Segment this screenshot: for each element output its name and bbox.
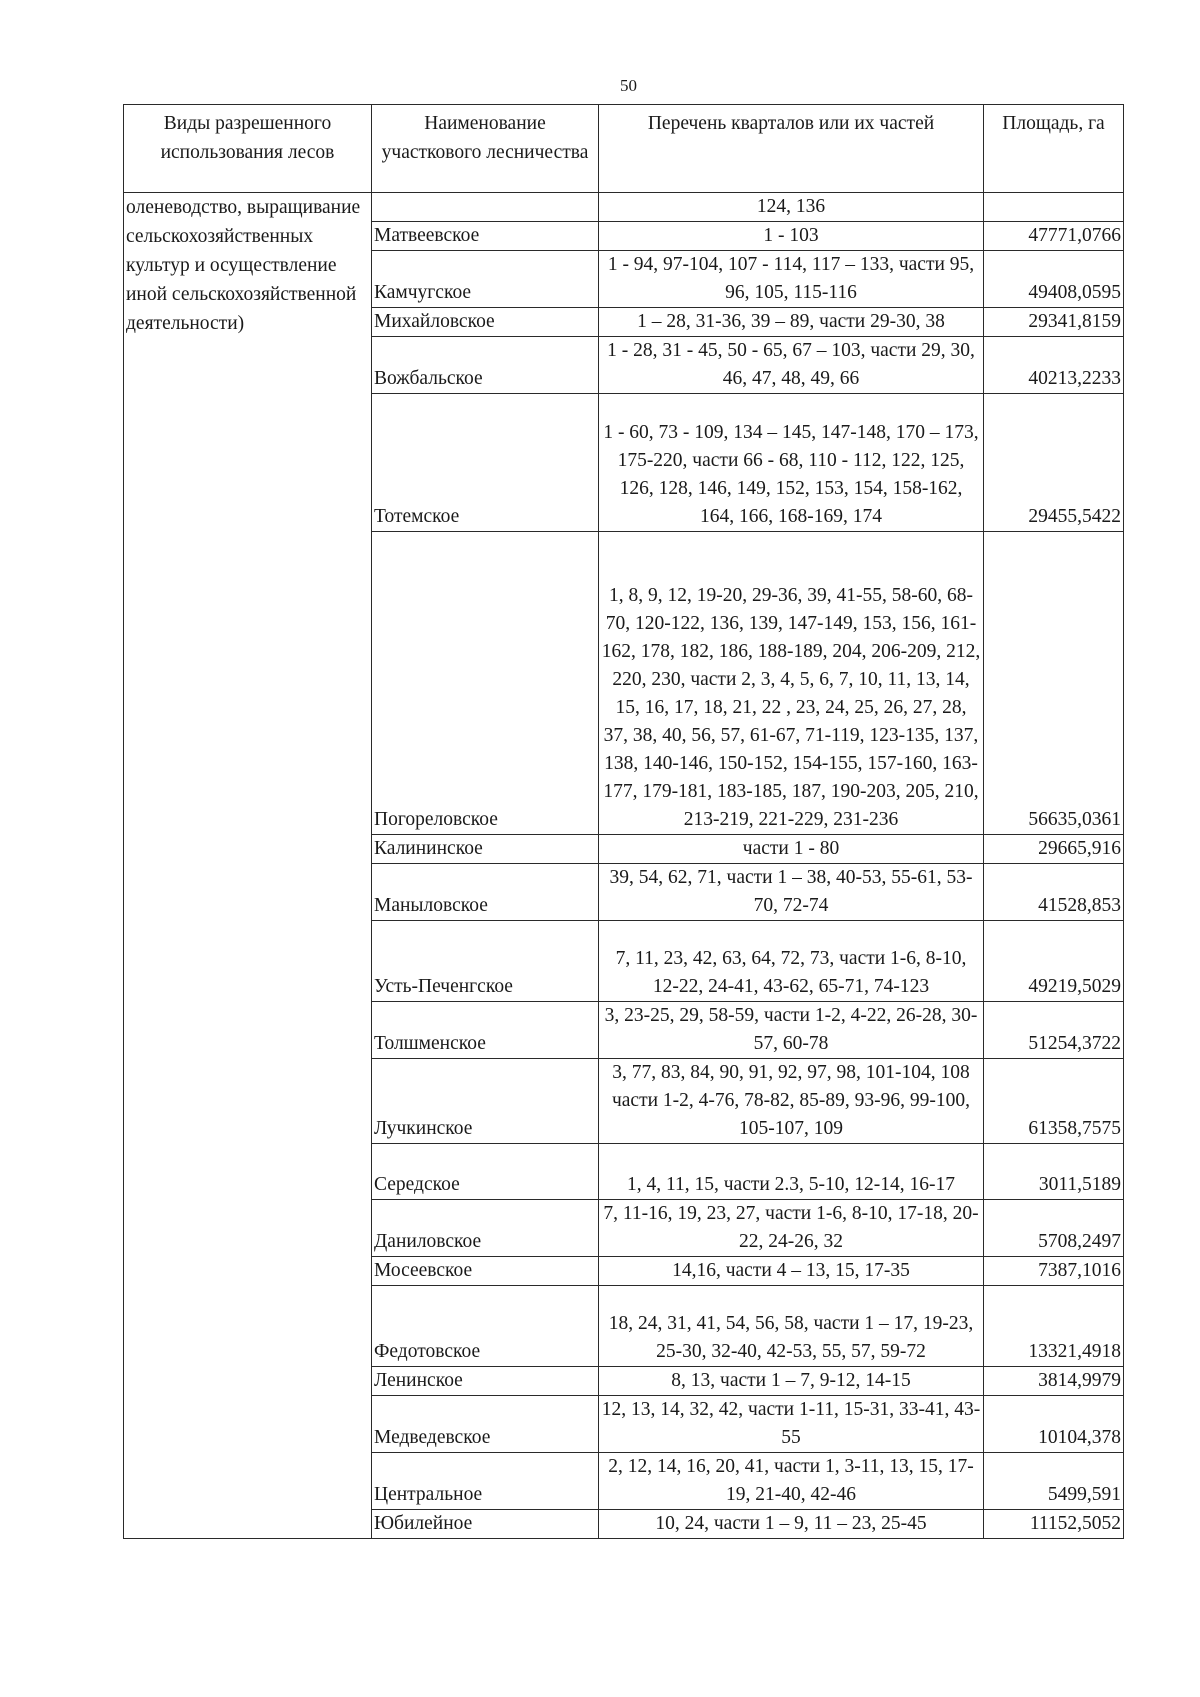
forestry-name-cell: Центральное [372, 1453, 599, 1510]
quarters-cell: 1, 8, 9, 12, 19-20, 29-36, 39, 41-55, 58-60, 68-70, 120-122, 136, 139, 147-149, 153, 156, 161-162, 178, 182, 186, 188-189, 204, 206-209, 212, 220, 230, части 2, 3, 4, 5, 6, 7, 10, 11, 13, 14, 15, 16, 17, 18, 21, 22 , 23, 24, 25, 26, 27, 28, 37, 38, 40, 56, 57, 61-67, 71-119, 123-135, 137, 138, 140-146, 150-152, 154-155, 157-160, 163-177, 179-181, 183-185, 187, 190-203, 205, 210, 213-219, 221-229, 231-236 [599, 532, 984, 835]
quarters-cell: 18, 24, 31, 41, 54, 56, 58, части 1 – 17, 19-23, 25-30, 32-40, 42-53, 55, 57, 59-72 [599, 1286, 984, 1367]
area-cell: 49408,0595 [984, 251, 1124, 308]
use-cell: оленеводство, выращивание сельскохозяйственных культур и осуществление иной сельскохозяйственной деятельности) [124, 193, 372, 1539]
quarters-cell: 1 - 28, 31 - 45, 50 - 65, 67 – 103, части 29, 30, 46, 47, 48, 49, 66 [599, 337, 984, 394]
area-cell: 13321,4918 [984, 1286, 1124, 1367]
quarters-cell: 124, 136 [599, 193, 984, 222]
header-area: Площадь, га [984, 105, 1124, 193]
forestry-name-cell: Усть-Печенгское [372, 921, 599, 1002]
forestry-name-cell [372, 193, 599, 222]
quarters-cell: 1 – 28, 31-36, 39 – 89, части 29-30, 38 [599, 308, 984, 337]
forestry-name-cell: Юбилейное [372, 1510, 599, 1539]
quarters-cell: 7, 11-16, 19, 23, 27, части 1-6, 8-10, 17-18, 20-22, 24-26, 32 [599, 1200, 984, 1257]
forestry-name-cell: Даниловское [372, 1200, 599, 1257]
area-cell: 29341,8159 [984, 308, 1124, 337]
forestry-name-cell: Вожбальское [372, 337, 599, 394]
header-row [124, 105, 1124, 193]
forestry-name-cell: Маныловское [372, 864, 599, 921]
quarters-cell: 2, 12, 14, 16, 20, 41, части 1, 3-11, 13, 15, 17-19, 21-40, 42-46 [599, 1453, 984, 1510]
area-cell: 3814,9979 [984, 1367, 1124, 1396]
forestry-name-cell: Ленинское [372, 1367, 599, 1396]
quarters-cell: 7, 11, 23, 42, 63, 64, 72, 73, части 1-6, 8-10, 12-22, 24-41, 43-62, 65-71, 74-123 [599, 921, 984, 1002]
area-cell: 29455,5422 [984, 394, 1124, 532]
header-quarters: Перечень кварталов или их частей [599, 105, 984, 193]
forestry-name-cell: Тотемское [372, 394, 599, 532]
quarters-cell: 10, 24, части 1 – 9, 11 – 23, 25-45 [599, 1510, 984, 1539]
header-forestry: Наименование участкового лесничества [372, 105, 599, 193]
area-cell: 51254,3722 [984, 1002, 1124, 1059]
area-cell: 29665,916 [984, 835, 1124, 864]
forestry-name-cell: Федотовское [372, 1286, 599, 1367]
area-cell: 5708,2497 [984, 1200, 1124, 1257]
forest-use-table [123, 104, 1124, 1539]
header-use: Виды разрешенного использования лесов [124, 105, 372, 193]
forestry-name-cell: Середское [372, 1144, 599, 1200]
forestry-name-cell: Толшменское [372, 1002, 599, 1059]
forestry-name-cell: Матвеевское [372, 222, 599, 251]
area-cell: 49219,5029 [984, 921, 1124, 1002]
quarters-cell: 1, 4, 11, 15, части 2.3, 5-10, 12-14, 16-17 [599, 1144, 984, 1200]
forestry-name-cell: Мосеевское [372, 1257, 599, 1286]
area-cell: 47771,0766 [984, 222, 1124, 251]
page-number: 50 [620, 76, 637, 95]
table-row [124, 193, 1124, 222]
area-cell: 5499,591 [984, 1453, 1124, 1510]
area-cell: 61358,7575 [984, 1059, 1124, 1144]
quarters-cell: 8, 13, части 1 – 7, 9-12, 14-15 [599, 1367, 984, 1396]
quarters-cell: 12, 13, 14, 32, 42, части 1-11, 15-31, 33-41, 43-55 [599, 1396, 984, 1453]
quarters-cell: части 1 - 80 [599, 835, 984, 864]
area-cell: 3011,5189 [984, 1144, 1124, 1200]
area-cell: 41528,853 [984, 864, 1124, 921]
quarters-cell: 3, 23-25, 29, 58-59, части 1-2, 4-22, 26-28, 30-57, 60-78 [599, 1002, 984, 1059]
area-cell: 7387,1016 [984, 1257, 1124, 1286]
quarters-cell: 1 - 60, 73 - 109, 134 – 145, 147-148, 170 – 173, 175-220, части 66 - 68, 110 - 112, 122, 125, 126, 128, 146, 149, 152, 153, 154, 158-162, 164, 166, 168-169, 174 [599, 394, 984, 532]
forestry-name-cell: Погореловское [372, 532, 599, 835]
forestry-name-cell: Калининское [372, 835, 599, 864]
quarters-cell: 1 - 94, 97-104, 107 - 114, 117 – 133, части 95, 96, 105, 115-116 [599, 251, 984, 308]
quarters-cell: 39, 54, 62, 71, части 1 – 38, 40-53, 55-61, 53-70, 72-74 [599, 864, 984, 921]
area-cell: 11152,5052 [984, 1510, 1124, 1539]
area-cell: 56635,0361 [984, 532, 1124, 835]
quarters-cell: 1 - 103 [599, 222, 984, 251]
forestry-name-cell: Медведевское [372, 1396, 599, 1453]
area-cell: 10104,378 [984, 1396, 1124, 1453]
area-cell: 40213,2233 [984, 337, 1124, 394]
area-cell [984, 193, 1124, 222]
quarters-cell: 3, 77, 83, 84, 90, 91, 92, 97, 98, 101-104, 108 части 1-2, 4-76, 78-82, 85-89, 93-96, 99-100, 105-107, 109 [599, 1059, 984, 1144]
forestry-name-cell: Камчугское [372, 251, 599, 308]
forestry-name-cell: Михайловское [372, 308, 599, 337]
forestry-name-cell: Лучкинское [372, 1059, 599, 1144]
quarters-cell: 14,16, части 4 – 13, 15, 17-35 [599, 1257, 984, 1286]
